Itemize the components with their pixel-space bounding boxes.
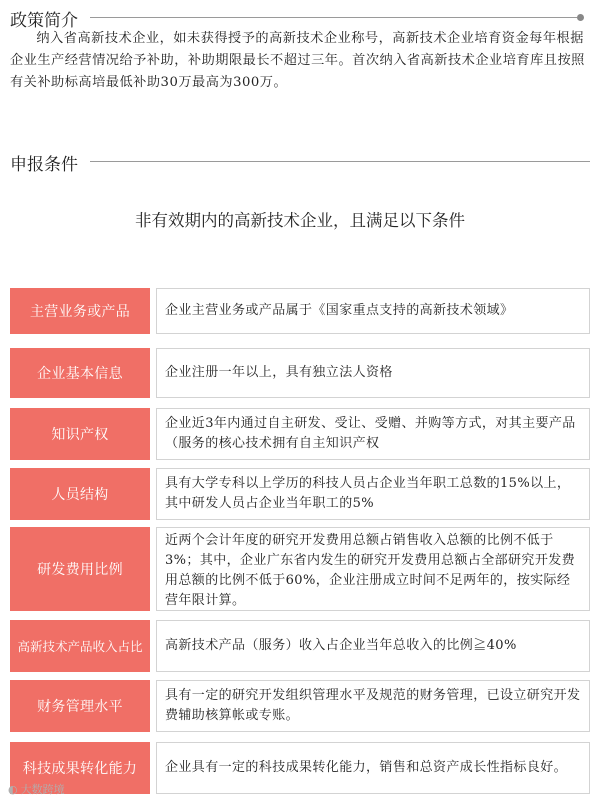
condition-text: 具有大学专科以上学历的科技人员占企业当年职工总数的15%以上，其中研发人员占企业当年职工的5%: [156, 468, 590, 520]
policy-title-divider: [90, 17, 577, 18]
conditions-section-title: 申报条件: [10, 155, 78, 175]
condition-text: 企业注册一年以上，具有独立法人资格: [156, 348, 590, 398]
condition-row-staff: [10, 468, 590, 520]
condition-row-rd-ratio: [10, 527, 590, 611]
watermark: [8, 781, 65, 797]
condition-label: 财务管理水平: [10, 680, 150, 732]
conditions-title-divider: [90, 161, 590, 162]
condition-row-tech-transfer: [10, 742, 590, 794]
watermark-logo-icon: ◐: [8, 782, 18, 796]
condition-label: 主营业务或产品: [10, 288, 150, 334]
condition-text: 企业主营业务或产品属于《国家重点支持的高新技术领域》: [156, 288, 590, 334]
condition-text: 企业近3年内通过自主研发、受让、受赠、并购等方式，对其主要产品（服务的核心技术拥有自主知识产权: [156, 408, 590, 460]
condition-text: 高新技术产品（服务）收入占企业当年总收入的比例≧40%: [156, 620, 590, 672]
condition-text: 具有一定的研究开发组织管理水平及规范的财务管理，已设立研究开发费辅助核算帐或专账。: [156, 680, 590, 732]
condition-row-finance: [10, 680, 590, 732]
condition-label: 人员结构: [10, 468, 150, 520]
condition-row-main-business: [10, 288, 590, 334]
watermark-text: 大数跨境: [20, 783, 65, 796]
condition-text: 近两个会计年度的研究开发费用总额占销售收入总额的比例不低于3%；其中，企业广东省内发生的研究开发费用总额占全部研究开发费用总额的比例不低于60%，企业注册成立时间不足两年的，按实际经营年限计算。: [156, 527, 590, 611]
condition-label: 高新技术产品收入占比: [10, 620, 150, 672]
condition-label: 科技成果转化能力: [10, 742, 150, 794]
policy-paragraph: 纳入省高新技术企业，如未获得授予的高新技术企业称号，高新技术企业培育资金每年根据企业生产经营情况给予补助，补助期限最长不超过三年。首次纳入省高新技术企业培育库且按照有关补助标高培最低补助30万最高为300万。: [10, 31, 585, 90]
conditions-subtitle: 非有效期内的高新技术企业，且满足以下条件: [135, 211, 465, 230]
condition-row-ip: [10, 408, 590, 460]
condition-label: 研发费用比例: [10, 527, 150, 611]
condition-text: 企业具有一定的科技成果转化能力，销售和总资产成长性指标良好。: [156, 742, 590, 794]
condition-row-product-income: [10, 620, 590, 672]
condition-label: 知识产权: [10, 408, 150, 460]
condition-label: 企业基本信息: [10, 348, 150, 398]
policy-divider-dot: [577, 14, 584, 21]
policy-section-title: 政策简介: [10, 11, 78, 31]
condition-row-basic-info: [10, 348, 590, 398]
